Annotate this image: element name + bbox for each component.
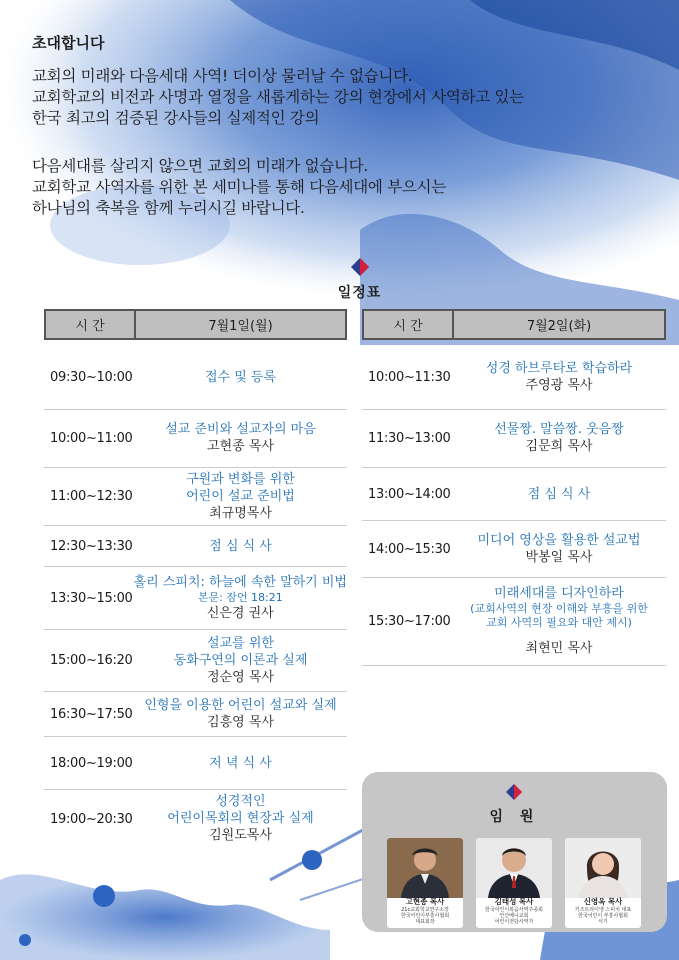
schedule-row [44,790,347,848]
session-title: 성경 하브루타로 학습하라 [485,360,633,376]
session-time: 16:30~17:50 [50,706,133,722]
session-title: 어린이목회의 현장과 실제 [167,811,314,826]
session-title: 인형을 이용한 어린이 설교와 실제 [144,697,337,713]
session-time: 10:00~11:00 [50,431,133,446]
session-details [452,521,666,577]
schedule-title-label: 일정표 [337,285,382,301]
date-column-header: 7월2일(화) [526,319,592,334]
intro-line: 교회의 미래와 다음세대 사역! 더이상 물러날 수 없습니다. [32,67,413,85]
session-time: 11:00~12:30 [50,489,133,504]
session-title: 설교 준비와 설교자의 마음 [165,422,316,437]
session-title: 미디어 영상을 활용한 설교법 [477,532,641,548]
schedule-row [44,737,347,790]
session-speaker: 최규명목사 [209,505,272,521]
session-time: 11:30~13:00 [368,431,451,446]
session-speaker: 신은경 권사 [206,605,274,621]
staff-name: 김태성 목사 [494,897,534,906]
session-time: 12:30~13:30 [50,538,133,554]
session-title: 접수 및 등록 [204,369,277,385]
schedule-row [362,521,666,578]
session-speaker: 김문희 목사 [525,439,593,454]
intro-paragraph-1 [32,66,524,129]
staff-role-line: 어린이전담사역자 [494,919,534,925]
date-column-header: 7월1일(월) [208,319,273,334]
intro-line: 한국 최고의 검증된 강사들의 실제적인 강의 [32,109,320,127]
session-details [134,468,347,525]
staff-role [565,907,641,925]
session-details [134,567,347,629]
schedule-row [44,345,347,410]
session-title: 구원과 변화를 위한 [186,471,295,487]
session-speaker: 최현민 목사 [525,641,593,656]
intro-line: 다음세대를 살리지 않으면 교회의 미래가 없습니다. [32,157,368,175]
staff-role [476,907,552,925]
intro-line: 교회학교 사역자를 위한 본 세미나를 통해 다음세대에 부으시는 [32,178,446,196]
session-time: 19:00~20:30 [50,811,133,827]
staff-card [476,838,552,928]
session-time: 13:00~14:00 [368,486,451,502]
session-time: 15:30~17:00 [368,614,451,629]
session-title: 점 심 식 사 [209,538,272,554]
session-time: 09:30~10:00 [50,369,133,385]
schedule-row [362,468,666,521]
staff-panel [362,772,667,932]
staff-card [387,838,463,928]
staff-role-line: 한국어린이부흥사협회 [400,913,450,919]
session-speaker: 고현종 목사 [207,439,274,454]
staff-role-line: 대표회장 [415,919,435,925]
session-details [134,526,347,566]
session-speaker: 주영광 목사 [525,377,593,393]
schedule-row [362,345,666,410]
time-column-header: 시 간 [364,311,454,338]
time-column-header: 시 간 [46,311,136,338]
session-details [134,737,347,789]
session-title: 홀리 스피치: 하늘에 속한 말하기 비법 [133,574,347,590]
session-time: 10:00~11:30 [368,369,451,385]
session-time: 18:00~19:00 [50,755,133,771]
staff-photo [565,838,641,898]
session-speaker: 박봉일 목사 [525,549,593,565]
schedule-row [44,526,347,567]
session-title: 미래세대를 디자인하라 [494,586,624,601]
session-title: 동화구연의 이론과 실제 [173,652,308,668]
session-title: 어린이 설교 준비법 [186,488,295,504]
staff-role-line: 한국어린이복음사역주종회 [485,907,543,913]
session-speaker: 김흥영 목사 [207,714,274,730]
staff-role-line: 21c교회학교연구소장 [401,907,449,913]
schedule-row [44,630,347,692]
schedule-row [44,567,347,630]
logo-diamond-icon [506,784,522,800]
session-details [452,345,666,409]
invitation-heading: 초대합니다 [32,34,105,52]
staff-card [565,838,641,928]
session-title: 설교를 위한 [207,635,274,651]
session-details [134,345,347,409]
session-time: 14:00~15:30 [368,541,451,557]
session-details [452,578,666,665]
staff-role-line: 안산베니교회 [499,913,529,919]
staff-photo [476,838,552,898]
session-speaker: 김원도목사 [209,828,272,843]
session-details [134,630,347,691]
schedule-row [362,410,666,468]
staff-role [387,907,463,925]
session-details [452,410,666,467]
session-speaker: 정순영 목사 [207,669,274,685]
intro-line: 교회학교의 비전과 사명과 열정을 새롭게하는 강의 현장에서 사역하고 있는 [32,88,524,106]
session-details [134,790,347,848]
schedule-row [44,468,347,526]
staff-role-line: 키즈트라이앵 스피치 대표 [574,907,632,913]
session-details [134,410,347,467]
session-details [134,692,347,736]
session-subtitle: (교회사역의 현장 이해와 부흥을 위한 교회 사역의 필요와 대안 제시) [470,602,648,629]
intro-line: 하나님의 축복을 함께 누리시길 바랍니다. [32,199,305,217]
staff-role-line: 한국어린이 부흥사협회 [578,913,628,919]
logo-diamond-icon [351,258,369,276]
intro-paragraph-2 [32,156,446,219]
session-time: 13:30~15:00 [50,590,133,606]
staff-photo [387,838,463,898]
session-details [452,468,666,520]
staff-title: 임 원 [489,809,540,825]
schedule-row [44,692,347,737]
session-title: 점 심 식 사 [527,486,591,502]
schedule-title [0,258,679,302]
session-subtitle: 본문: 잠언 18:21 [197,590,283,604]
day1-header [44,309,347,340]
session-title: 성경적인 [215,794,266,809]
session-title: 저 녁 식 사 [209,755,272,771]
staff-role-line: 서기 [598,919,608,925]
schedule-row [362,578,666,666]
staff-name: 고현종 목사 [405,897,445,906]
session-title: 선물짱. 말씀짱. 웃음짱 [494,422,624,437]
staff-name: 신영옥 목사 [583,897,623,906]
schedule-row [44,410,347,468]
day2-header [362,309,666,340]
session-time: 15:00~16:20 [50,653,133,668]
